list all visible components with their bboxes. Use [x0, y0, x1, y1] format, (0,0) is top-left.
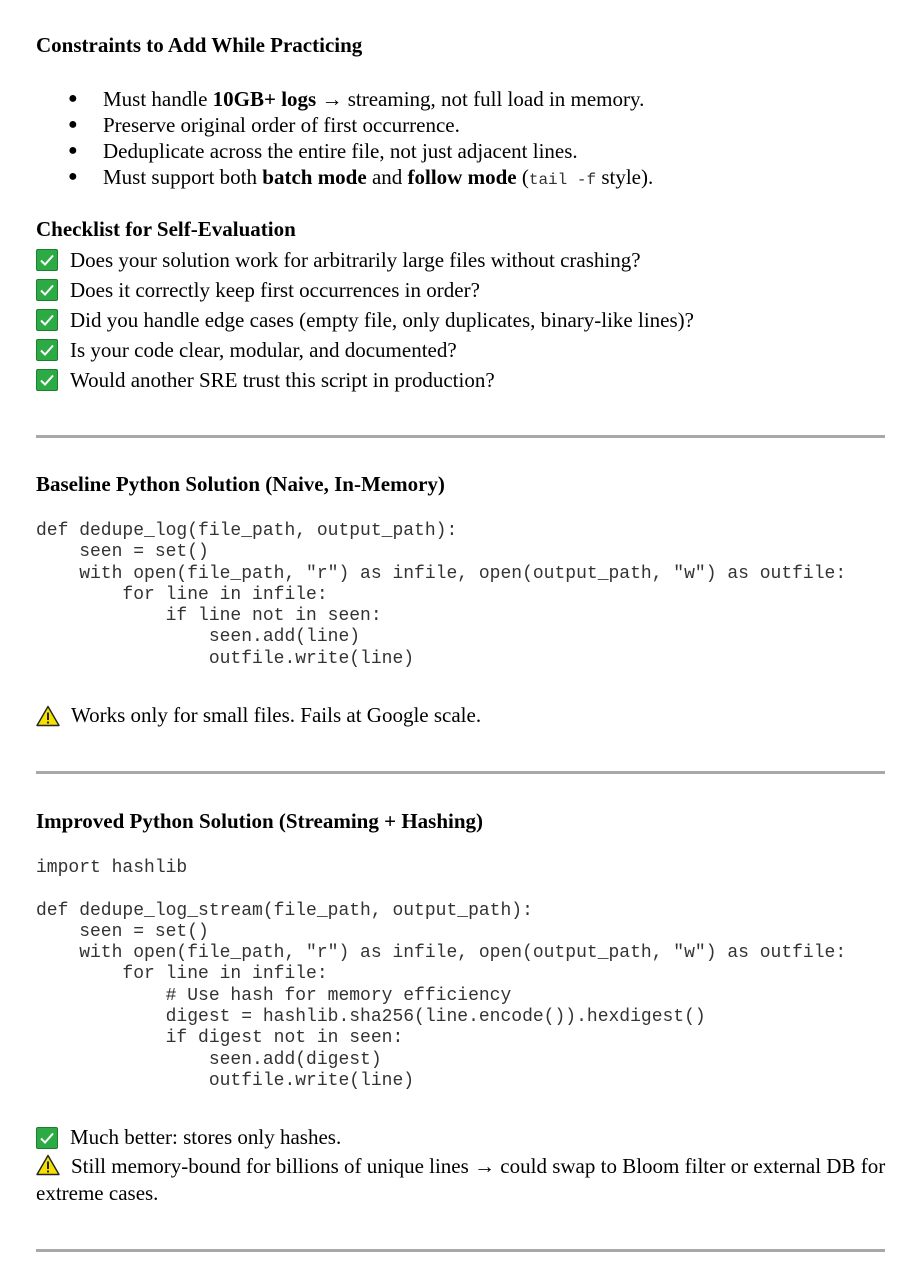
- checklist-heading: Checklist for Self-Evaluation: [36, 217, 296, 241]
- list-item: Does your solution work for arbitrarily large files without crashing?: [36, 245, 694, 275]
- baseline-heading: Baseline Python Solution (Naive, In-Memory): [36, 472, 445, 496]
- check-mark-icon: [36, 249, 58, 271]
- improved-heading: Improved Python Solution (Streaming + Hashing): [36, 809, 484, 833]
- list-item: ● Preserve original order of first occurrence.: [68, 113, 460, 137]
- checklist: [36, 245, 694, 395]
- warning-icon: [36, 1154, 60, 1176]
- bullet-icon: ●: [68, 142, 78, 159]
- list-item: Does it correctly keep first occurrences in order?: [36, 275, 694, 305]
- list-item: ● Must handle 10GB+ logs → streaming, not full load in memory.: [68, 87, 645, 111]
- bullet-icon: ●: [68, 90, 78, 107]
- list-item: ● Must support both batch mode and follow mode (tail -f style).: [68, 165, 654, 189]
- list-item: Is your code clear, modular, and documented?: [36, 335, 694, 365]
- improved-success-note: Much better: stores only hashes.: [36, 1124, 341, 1151]
- improved-warning-note: Still memory-bound for billions of unique lines → could swap to Bloom filter or external DB for extreme cases.: [36, 1154, 886, 1205]
- section-divider: [36, 435, 885, 438]
- warning-icon: [36, 705, 60, 727]
- baseline-code-block: def dedupe_log(file_path, output_path): seen = set() with open(file_path, "r") as infile, open(output_path, "w") as outfile: for line in infile: if line not in seen: seen.add(line) outfile.write(line): [36, 521, 847, 669]
- check-mark-icon: [36, 279, 58, 301]
- list-item: ● Deduplicate across the entire file, not just adjacent lines.: [68, 139, 578, 163]
- check-mark-icon: [36, 1127, 58, 1149]
- check-mark-icon: [36, 309, 58, 331]
- baseline-warning: Works only for small files. Fails at Google scale.: [36, 702, 481, 729]
- check-mark-icon: [36, 369, 58, 391]
- check-mark-icon: [36, 339, 58, 361]
- section-divider: [36, 1249, 885, 1252]
- bullet-icon: ●: [68, 116, 78, 133]
- section-divider: [36, 771, 885, 774]
- inline-code: tail -f: [528, 171, 597, 189]
- improved-code-block: import hashlib def dedupe_log_stream(file_path, output_path): seen = set() with open(file_path, "r") as infile, open(output_path, "w") as outfile: for line in infile: # Use hash for memory efficiency digest = hashlib.sha256(line.encode()).hexdigest() if digest not in seen: seen.add(digest) outfile.write(line): [36, 858, 847, 1091]
- list-item: Did you handle edge cases (empty file, only duplicates, binary-like lines)?: [36, 305, 694, 335]
- bullet-icon: ●: [68, 168, 78, 185]
- constraints-heading: Constraints to Add While Practicing: [36, 33, 363, 57]
- constraints-list: [36, 86, 653, 190]
- list-item: Would another SRE trust this script in production?: [36, 365, 694, 395]
